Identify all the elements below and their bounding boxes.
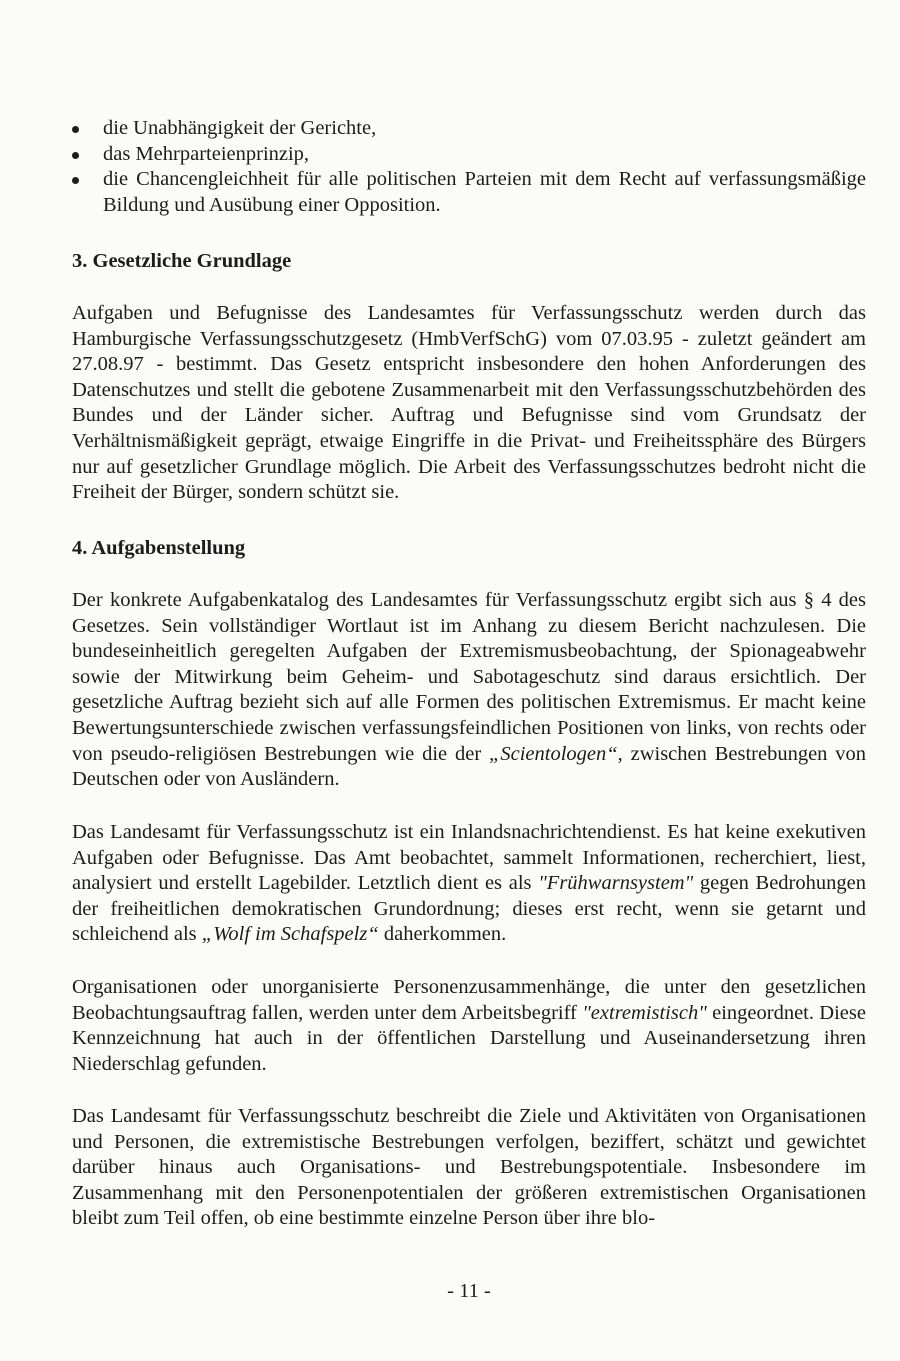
list-item (72, 142, 866, 168)
section-4-paragraph-2: Das Landesamt für Verfassungsschutz ist ein Inlandsnachrichtendienst. Es hat keine exekutiven Aufgaben oder Befugnisse. Das Amt beobachtet, sammelt Informationen, recherchiert, liest, analysiert und erstellt Lagebilder. Letztlich dient es als "Frühwarnsystem" gegen Bedrohungen der freiheitlichen demokratischen Grundordnung; dieses erst recht, wenn sie getarnt und schleichend als „Wolf im Schafspelz“ daherkommen. (72, 821, 866, 946)
list-item (72, 116, 866, 142)
section-4-paragraph-3: Organisationen oder unorganisierte Personenzusammenhänge, die unter den gesetzlichen Beobachtungsauftrag fallen, werden unter dem Arbeitsbegriff "extremistisch" eingeordnet. Diese Kennzeichnung hat auch in der öffentlichen Darstellung und Auseinandersetzung ihren Niederschlag gefunden. (72, 976, 866, 1075)
bullet-icon (72, 126, 79, 133)
italic-term: „Scientologen“ (488, 742, 618, 765)
list-item-text: das Mehrparteienprinzip, (103, 142, 310, 165)
italic-term: „Wolf im Schafspelz“ (201, 923, 379, 946)
section-3-paragraph: Aufgaben und Befugnisse des Landesamtes für Verfassungsschutz werden durch das Hamburgische Verfassungsschutzgesetz (HmbVerfSchG) vom 07.03.95 - zuletzt geändert am 27.08.97 - bestimmt. Das Gesetz entspricht insbesondere den hohen Anforderungen des Datenschutzes und stellt die gebotene Zusammenarbeit mit den Verfassungsschutzbehörden des Bundes und der Länder sicher. Auftrag und Befugnisse sind vom Grundsatz der Verhältnismäßigkeit geprägt, etwaige Eingriffe in die Privat- und Freiheitssphäre des Bürgers nur auf gesetzlicher Grundlage möglich. Die Arbeit des Verfassungsschutzes bedroht nicht die Freiheit der Bürger, sondern schützt sie. (72, 302, 866, 504)
bullet-icon (72, 177, 79, 184)
bullet-list (72, 116, 866, 218)
italic-term: "Frühwarnsystem" (538, 872, 694, 895)
page-number: - 11 - (447, 1280, 491, 1302)
bullet-icon (72, 152, 79, 159)
list-item (72, 167, 866, 218)
list-item-text: die Chancengleichheit für alle politischen Parteien mit dem Recht auf verfassungsmäßige Bildung und Ausübung einer Opposition. (103, 168, 866, 216)
section-4-paragraph-1: Der konkrete Aufgabenkatalog des Landesamtes für Verfassungsschutz ergibt sich aus § 4 des Gesetzes. Sein vollständiger Wortlaut ist im Anhang zu diesem Bericht nachzulesen. Die bundeseinheitlich geregelten Aufgaben der Extremismusbeobachtung, der Spionageabwehr sowie der Mitwirkung beim Geheim- und Sabotageschutz sind daraus ersichtlich. Der gesetzliche Auftrag bezieht sich auf alle Formen des politischen Extremismus. Er macht keine Bewertungsunterschiede zwischen verfassungsfeindlichen Positionen von links, von rechts oder von pseudo-religiösen Bestrebungen wie die der „Scientologen“, zwischen Bestrebungen von Deutschen oder von Ausländern. (72, 589, 866, 791)
italic-term: "extremistisch" (582, 1001, 707, 1024)
list-item-text: die Unabhängigkeit der Gerichte, (103, 117, 377, 139)
section-4-heading: 4. Aufgabenstellung (72, 537, 246, 559)
section-3-heading: 3. Gesetzliche Grundlage (72, 250, 292, 272)
section-4-paragraph-4: Das Landesamt für Verfassungsschutz beschreibt die Ziele und Aktivitäten von Organisationen und Personen, die extremistische Bestrebungen verfolgen, beziffert, schätzt und gewichtet darüber hinaus auch Organisations- und Bestrebungspotentiale. Insbesondere im Zusammenhang mit den Personenpotentialen der größeren extremistischen Organisationen bleibt zum Teil offen, ob eine bestimmte einzelne Person über ihre blo- (72, 1105, 866, 1230)
